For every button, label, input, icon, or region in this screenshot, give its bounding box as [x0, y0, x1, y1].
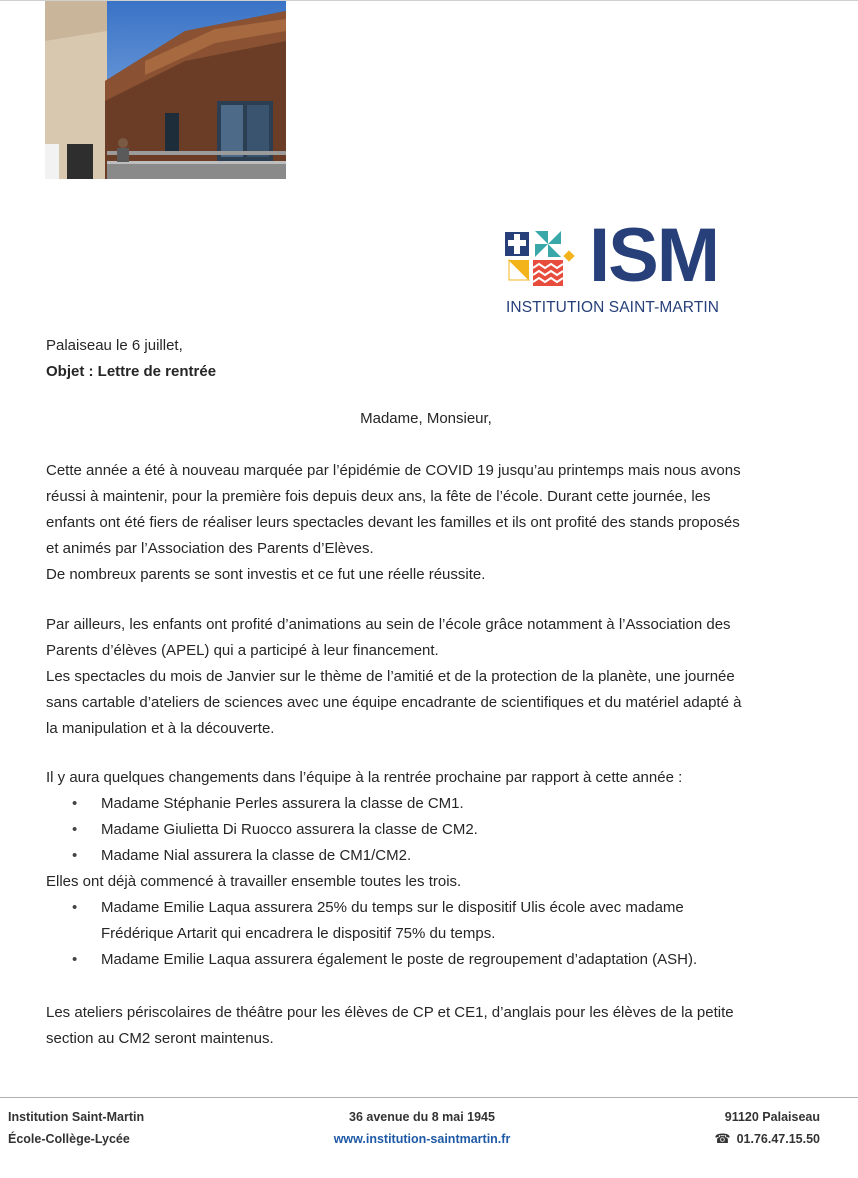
text-line: De nombreux parents se sont investis et ce fut une réelle réussite. — [46, 566, 486, 583]
place-date: Palaiseau le 6 juillet, — [46, 337, 183, 354]
text-line: section au CM2 seront maintenus. — [46, 1030, 274, 1047]
together-line: Elles ont déjà commencé à travailler ensemble toutes les trois. — [46, 873, 462, 890]
text-line: Cette année a été à nouveau marquée par l’épidémie de COVID 19 jusqu’au printemps mais nous avons — [46, 462, 741, 479]
logo-mark: ISM — [589, 213, 719, 298]
text-line: la manipulation et à la découverte. — [46, 720, 275, 737]
footer-left — [8, 1106, 144, 1150]
footer-phone-row — [640, 1128, 820, 1150]
text-line: sans cartable d’ateliers de sciences avec une équipe encadrante de scientifiques et du matériel adapté à — [46, 694, 742, 711]
footer-divider — [0, 1097, 858, 1098]
changes-list-2 — [46, 895, 826, 973]
website-link[interactable]: www.institution-saintmartin.fr — [333, 1132, 511, 1146]
footer-phone: 01.76.47.15.50 — [736, 1132, 820, 1146]
salutation: Madame, Monsieur, — [360, 410, 492, 427]
changes-list-1 — [46, 791, 826, 869]
text-line: et animés par l’Association des Parents d’Elèves. — [46, 540, 374, 557]
paragraph-3 — [46, 1000, 826, 1052]
text-line: Les spectacles du mois de Janvier sur le thème de l’amitié et de la protection de la planète, une journée — [46, 668, 735, 685]
footer-org-name: Institution Saint-Martin — [8, 1110, 145, 1124]
text-line: enfants ont été fiers de réaliser leurs spectacles devant les familles et ils ont profité des stands proposés — [46, 514, 740, 531]
list-item: • Madame Nial assurera la classe de CM1/CM2. — [46, 843, 826, 869]
letter-date-block — [46, 333, 826, 385]
salutation-block — [46, 406, 806, 432]
text-line: Parents d’élèves (APEL) qui a participé à leur financement. — [46, 642, 439, 659]
footer-right — [640, 1106, 820, 1150]
changes-section — [46, 765, 826, 973]
list-item: • Madame Emilie Laqua assurera également le poste de regroupement d’adaptation (ASH). — [46, 947, 826, 973]
list-item — [46, 895, 826, 947]
footer-org-type: École-Collège-Lycée — [8, 1132, 130, 1146]
school-building-photo — [45, 1, 286, 179]
telephone-icon: ☎ — [714, 1131, 731, 1146]
list-item-line: Madame Emilie Laqua assurera 25% du temps sur le dispositif Ulis école avec madame — [101, 899, 684, 916]
footer-address: 36 avenue du 8 mai 1945 — [349, 1110, 495, 1124]
text-line: réussi à maintenir, pour la première fois depuis deux ans, la fête de l’école. Durant cette journée, les — [46, 488, 711, 505]
paragraph-2 — [46, 612, 826, 742]
text-line: Par ailleurs, les enfants ont profité d’animations au sein de l’école grâce notamment à l’Association des — [46, 616, 731, 633]
letter-subject: Objet : Lettre de rentrée — [46, 363, 217, 380]
footer-city: 91120 Palaiseau — [724, 1110, 820, 1124]
logo-subtitle: INSTITUTION SAINT-MARTIN — [506, 299, 720, 316]
footer-center — [322, 1106, 522, 1150]
changes-intro: Il y aura quelques changements dans l’équipe à la rentrée prochaine par rapport à cette année : — [46, 769, 683, 786]
paragraph-1 — [46, 458, 826, 588]
list-item: • Madame Stéphanie Perles assurera la classe de CM1. — [46, 791, 826, 817]
text-line: Les ateliers périscolaires de théâtre pour les élèves de CP et CE1, d’anglais pour les élèves de la petite — [46, 1004, 734, 1021]
list-item-line: Frédérique Artarit qui encadrera le dispositif 75% du temps. — [101, 925, 496, 942]
list-item: • Madame Giulietta Di Ruocco assurera la classe de CM2. — [46, 817, 826, 843]
